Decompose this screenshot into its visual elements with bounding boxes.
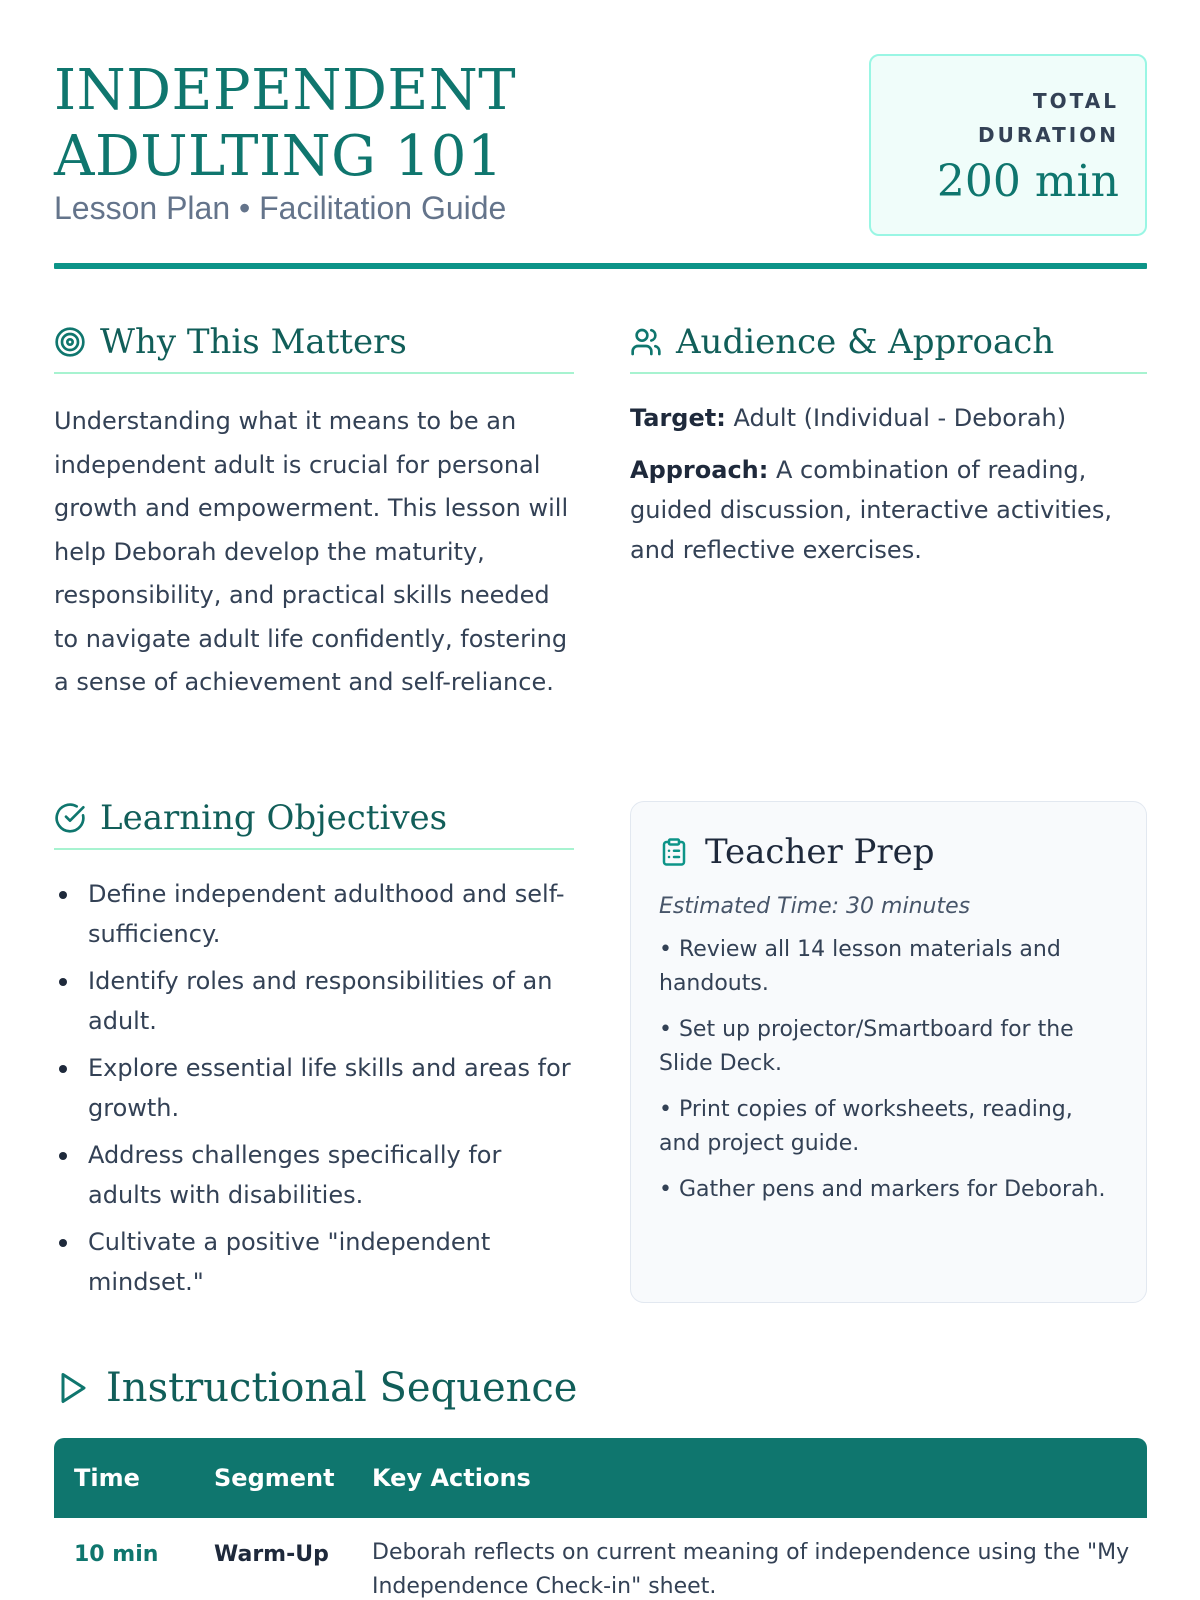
table-header [54,1438,1147,1518]
check-circle-icon [54,802,86,834]
prep-heading-row [659,832,1118,872]
approach-label: Approach: [630,456,769,484]
play-icon [54,1370,90,1406]
why-this-matters-section [54,322,574,705]
list-item: • Gather pens and markers for Deborah. [659,1177,1106,1202]
audience-heading: Audience & Approach [676,322,1055,362]
list-item: • Review all 14 lesson materials and handouts. [659,937,1061,996]
duration-value: 200 min [936,156,1119,207]
objectives-list [54,874,574,1302]
prep-estimate: Estimated Time: 30 minutes [659,894,971,919]
prep-items [659,933,1118,1207]
header-divider [54,263,1147,269]
list-item: Address challenges specifically for adults with disabilities. [54,1135,574,1215]
instructional-sequence-section [54,1365,1147,1411]
list-item: • Set up projector/Smartboard for the Slide Deck. [659,1017,1074,1076]
column-header-segment: Segment [214,1464,335,1492]
row-segment: Warm-Up [214,1542,329,1567]
approach-line [630,450,1147,570]
target-line [630,398,1147,438]
target-icon [54,326,86,358]
list-item: Cultivate a positive "independent mindset." [54,1222,574,1302]
audience-approach-section [630,322,1147,570]
column-header-actions: Key Actions [372,1464,531,1492]
why-body: Understanding what it means to be an independent adult is crucial for personal growth and empowerment. This lesson will help Deborah develop the maturity, responsibility, and practical skills needed to navigate adult life confidently, fostering a sense of achievement and self-reliance. [54,407,569,696]
prep-heading: Teacher Prep [705,832,935,872]
table-row [54,1518,1147,1600]
list-item: Define independent adulthood and self-sufficiency. [54,874,574,954]
total-duration-card [869,54,1147,236]
row-actions: Deborah reflects on current meaning of independence using the "My Independence Check-in" sheet. [372,1540,1130,1599]
page-subtitle: Lesson Plan • Facilitation Guide [54,190,507,226]
teacher-prep-card [630,801,1147,1303]
section-heading [54,798,574,850]
sequence-heading: Instructional Sequence [106,1365,578,1411]
target-value: Adult (Individual - Deborah) [725,404,1067,432]
list-item: Explore essential life skills and areas for growth. [54,1048,574,1128]
clipboard-icon [659,837,689,867]
list-item: • Print copies of worksheets, reading, and project guide. [659,1097,1073,1156]
objectives-heading: Learning Objectives [100,798,448,838]
learning-objectives-section [54,798,574,1309]
duration-label: TOTAL DURATION [978,89,1119,147]
approach-value: A combination of reading, guided discussion, interactive activities, and reflective exercises. [630,456,1112,564]
row-time: 10 min [74,1542,159,1567]
section-heading [630,322,1147,374]
why-heading: Why This Matters [100,322,407,362]
section-heading [54,1365,1147,1411]
section-heading [54,322,574,374]
sequence-table [54,1438,1147,1600]
column-header-time: Time [74,1464,140,1492]
page-header [54,52,1147,272]
users-icon [630,326,662,358]
target-label: Target: [630,404,726,432]
list-item: Identify roles and responsibilities of an adult. [54,961,574,1041]
page-title: INDEPENDENT ADULTING 101 [54,58,517,189]
